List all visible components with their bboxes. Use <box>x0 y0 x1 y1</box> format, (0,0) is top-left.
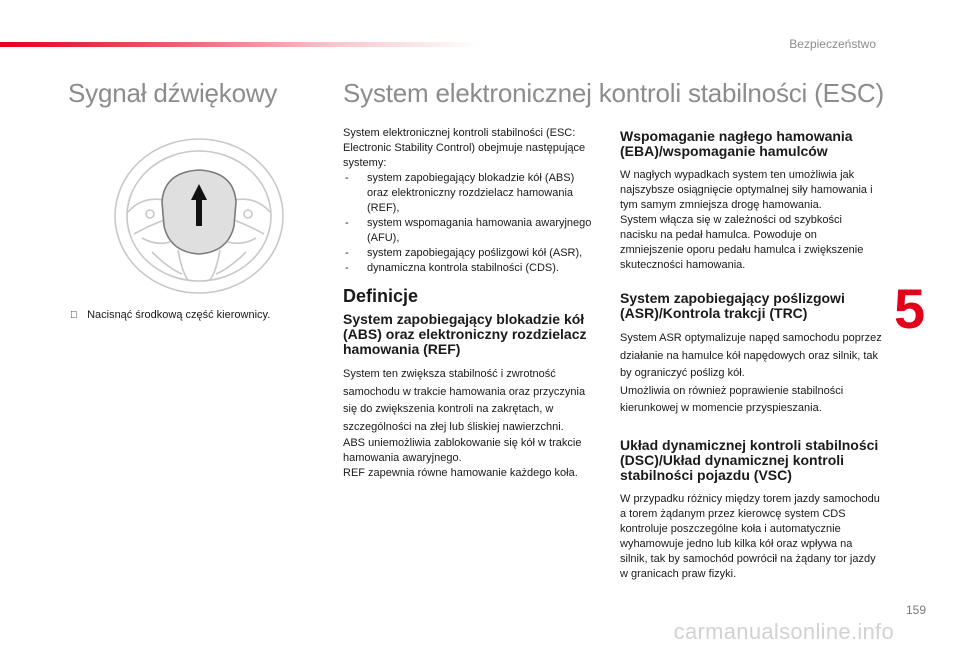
esc-system-list <box>343 171 598 276</box>
list-item: - system zapobiegający blokadzie kół (ABS) oraz elektroniczny rozdzielacz hamowania (REF), <box>343 171 598 216</box>
asr-paragraph-1: System ASR optymalizuje napęd samochodu poprzez działanie na hamulce kół napędowych oraz silnik, tak by ograniczyć poślizg kół. <box>620 332 882 379</box>
abs-paragraph-2: ABS uniemożliwia zablokowanie się kół w trakcie hamowania awaryjnego. <box>343 437 582 464</box>
definitions-heading: Definicje <box>343 286 419 306</box>
dsc-paragraph-1: W przypadku różnicy między torem jazdy samochodu a torem żądanym przez kierowcę system CDS kontroluje poszczególne koła i automatycznie wyhamowuje jedno lub kilka kół oraz wpływa na silnik, tak by samochód powrócił na żądany tor jazdy w granicach praw fizyki. <box>620 492 880 580</box>
header-accent-bar <box>0 42 480 47</box>
eba-heading: Wspomaganie nagłego hamowania (EBA)/wspomaganie hamulców <box>620 128 853 159</box>
abs-paragraph-3: REF zapewnia równe hamowanie każdego koła. <box>343 467 578 479</box>
eba-paragraph-1: W nagłych wypadkach system ten umożliwia jak najszybsze osiągnięcie optymalnej siły hamowania i tym samym zmniejsza drogę hamowania. <box>620 169 873 211</box>
list-item: - dynamiczna kontrola stabilności (CDS). <box>343 261 598 276</box>
esc-title: System elektronicznej kontroli stabilności (ESC) <box>343 78 884 108</box>
list-item: - system zapobiegający poślizgowi kół (ASR), <box>343 246 598 261</box>
asr-heading: System zapobiegający poślizgowi (ASR)/Kontrola trakcji (TRC) <box>620 290 845 321</box>
page-number: 159 <box>905 603 926 617</box>
chapter-number: 5 <box>894 277 926 340</box>
abs-heading: System zapobiegający blokadzie kół (ABS) oraz elektroniczny rozdzielacz hamowania (REF) <box>343 311 587 357</box>
esc-column-left <box>343 126 598 481</box>
esc-column-right <box>620 129 882 582</box>
asr-paragraph-2: Umożliwia on również poprawienie stabilności kierunkowej w momencie przyspieszania. <box>620 384 844 414</box>
section-label: Bezpieczeństwo <box>789 37 876 51</box>
horn-instruction-text: Nacisnąć środkową część kierownicy. <box>87 309 271 321</box>
eba-paragraph-2: System włącza się w zależności od szybkości nacisku na pedał hamulca. Powoduje on zmniejszenie oporu pedału hamulca i zwiększenie skuteczności hamowania. <box>620 214 864 271</box>
watermark: carmanualsonline.info <box>673 619 894 644</box>
dsc-heading: Układ dynamicznej kontroli stabilności (DSC)/Układ dynamicznej kontroli stabilności pojazdu (VSC) <box>620 436 879 483</box>
list-item: - system wspomagania hamowania awaryjnego (AFU), <box>343 216 598 246</box>
steering-wheel-horn-icon <box>112 134 287 296</box>
instruction-marker-icon <box>70 308 84 323</box>
esc-intro: System elektronicznej kontroli stabilności (ESC: Electronic Stability Control) obejmuje następujące systemy: <box>343 127 586 169</box>
horn-instruction <box>70 308 270 323</box>
horn-title: Sygnał dźwiękowy <box>68 78 278 108</box>
abs-paragraph-1: System ten zwiększa stabilność i zwrotność samochodu w trakcie hamowania oraz przyczynia się do zwiększenia kontroli na zakrętach, w szczególności na złej lub śliskiej nawierzchni. <box>343 368 586 433</box>
